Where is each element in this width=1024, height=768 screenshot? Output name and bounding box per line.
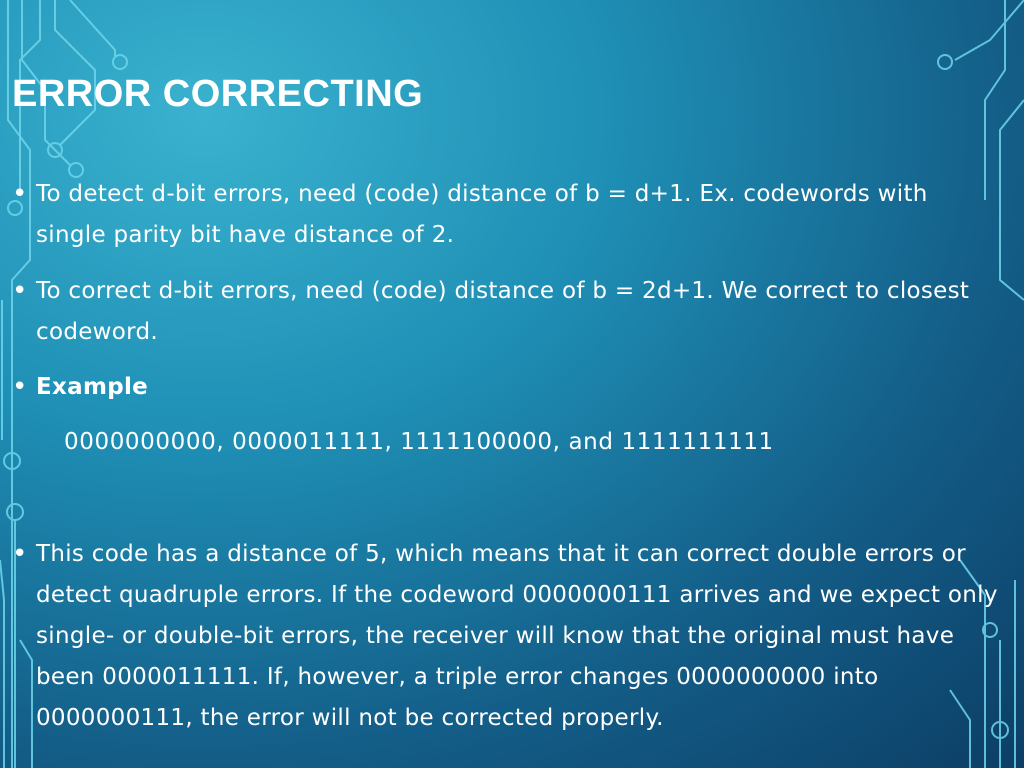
bullet-text: To detect d-bit errors, need (code) distance of b = d+1. Ex. codewords with single parity bit have distance of 2. [36, 181, 928, 248]
slide-title: ERROR CORRECTING [12, 73, 424, 115]
bullet-correct-errors [12, 271, 1002, 353]
bullet-detect-errors [12, 174, 1002, 256]
bullet-text: To correct d-bit errors, need (code) distance of b = 2d+1. We correct to closest codeword. [36, 278, 970, 345]
bullet-dot: • [12, 539, 28, 569]
bullet-dot: • [12, 276, 28, 306]
bullet-dot: • [12, 179, 28, 209]
bullet-text: Example [36, 374, 149, 400]
bullet-text: This code has a distance of 5, which means that it can correct double errors or detect quadruple errors. If the codeword 0000000111 arrives and we expect only single- or double-bit errors, the receiver will know that the original must have been 0000011111. If, however, a triple error changes 0000000000 into 0000000111, the error will not be corrected properly. [36, 541, 998, 731]
bullet-distance-explanation [12, 534, 1002, 739]
bullet-dot: • [12, 372, 28, 402]
example-codewords: 0000000000, 0000011111, 1111100000, and 1111111111 [64, 429, 774, 455]
bullet-example-heading [12, 367, 1002, 408]
